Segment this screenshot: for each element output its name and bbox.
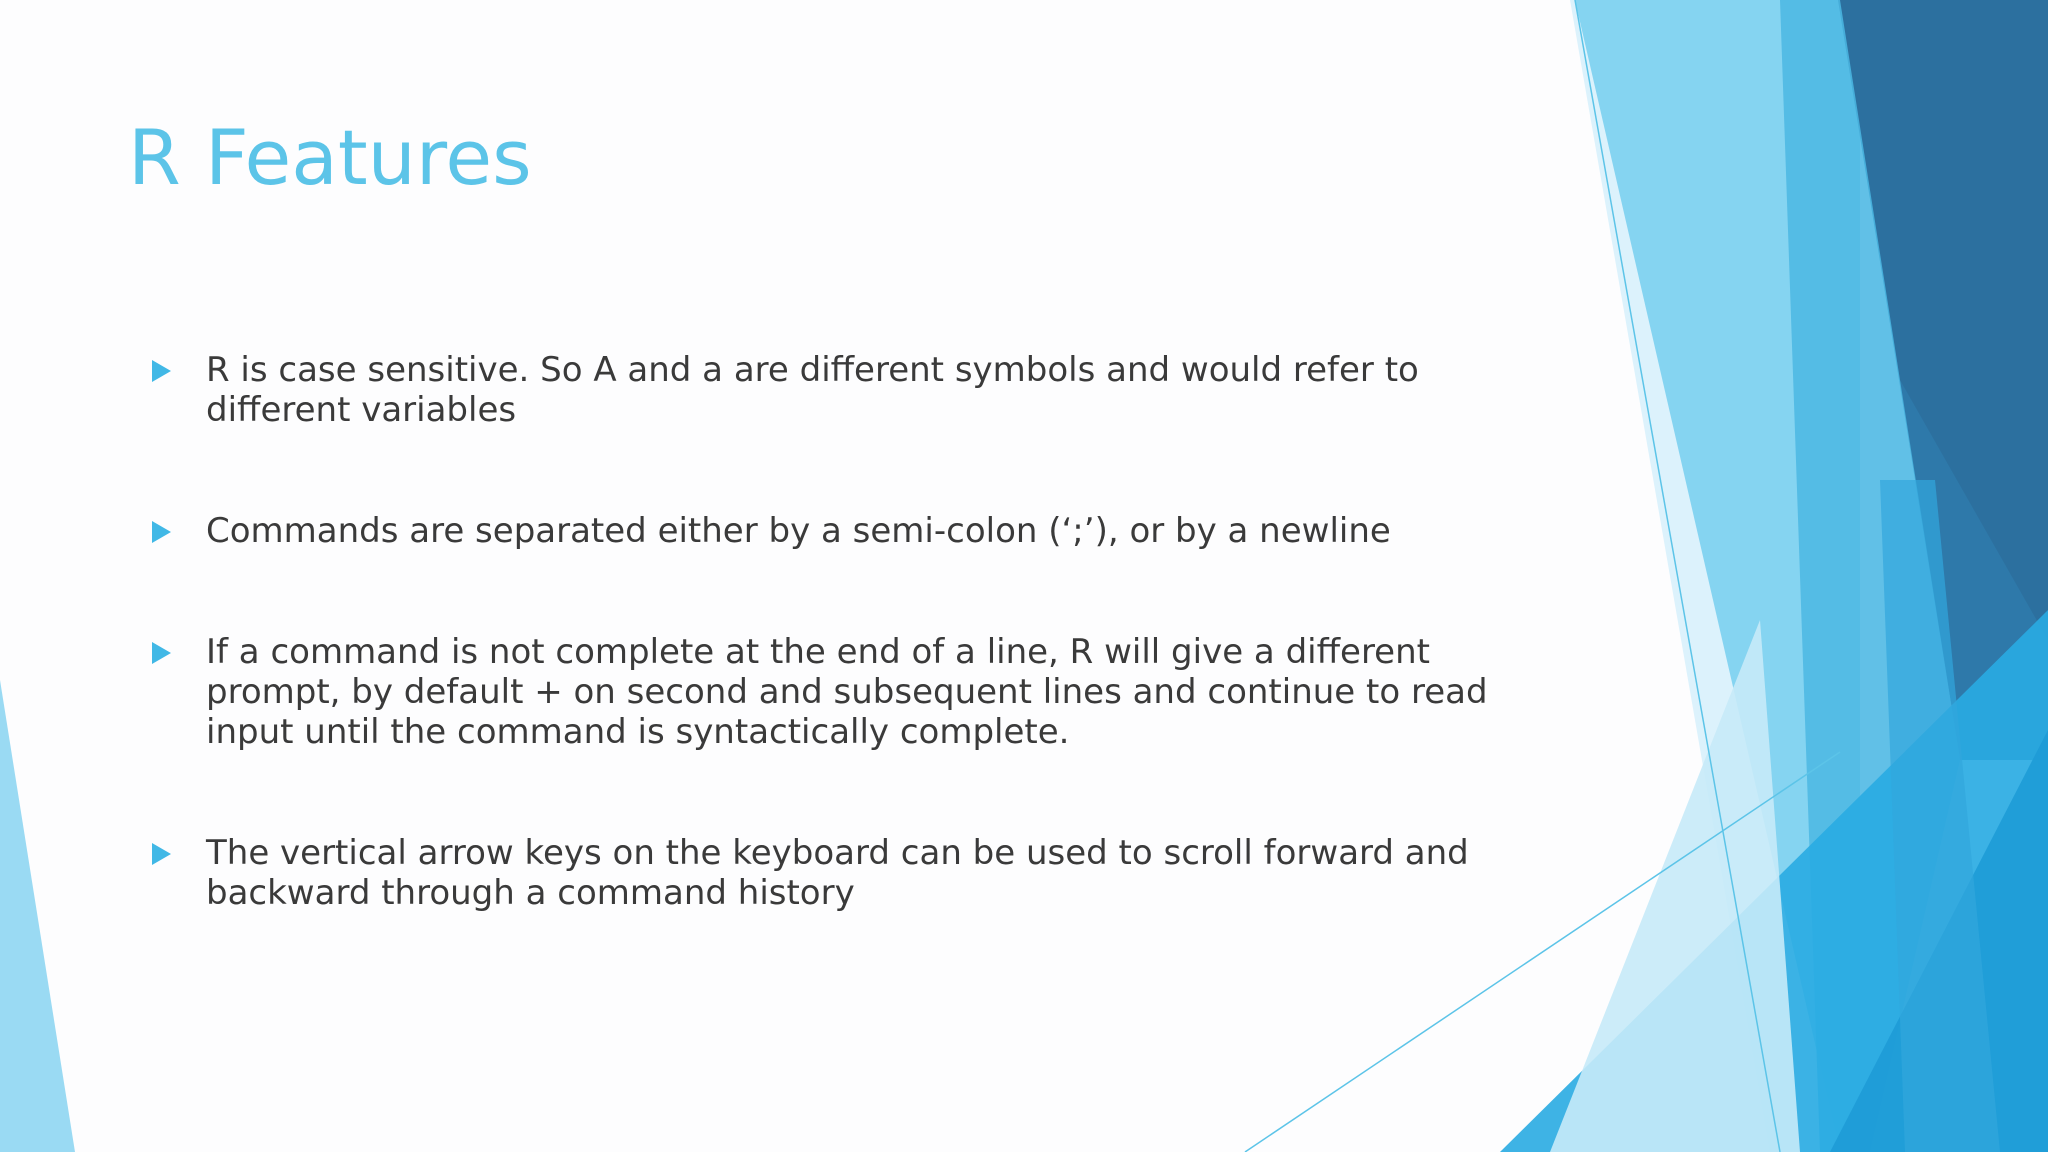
bullet-item: [148, 833, 1568, 913]
bullet-list: [148, 350, 1568, 994]
triangle-right-icon: [152, 642, 171, 664]
slide-title: R Features: [128, 113, 532, 202]
bullet-text: Commands are separated either by a semi-colon (‘;’), or by a newline: [206, 511, 1391, 551]
bullet-text: If a command is not complete at the end of a line, R will give a different prompt, by default + on second and subsequent lines and continue to read input until the command is syntactically complete.: [206, 632, 1488, 752]
triangle-right-icon: [152, 360, 171, 382]
triangle-right-icon: [152, 521, 171, 543]
bullet-text: The vertical arrow keys on the keyboard can be used to scroll forward and backward through a command history: [206, 833, 1469, 913]
bullet-item: [148, 350, 1568, 430]
left-accent-shape: [0, 680, 75, 1152]
triangle-right-icon: [152, 843, 171, 865]
bullet-text: R is case sensitive. So A and a are different symbols and would refer to different variables: [206, 350, 1419, 430]
bottom-right-pale: [1550, 620, 1800, 1152]
bullet-item: [148, 632, 1568, 752]
bullet-item: [148, 511, 1568, 551]
